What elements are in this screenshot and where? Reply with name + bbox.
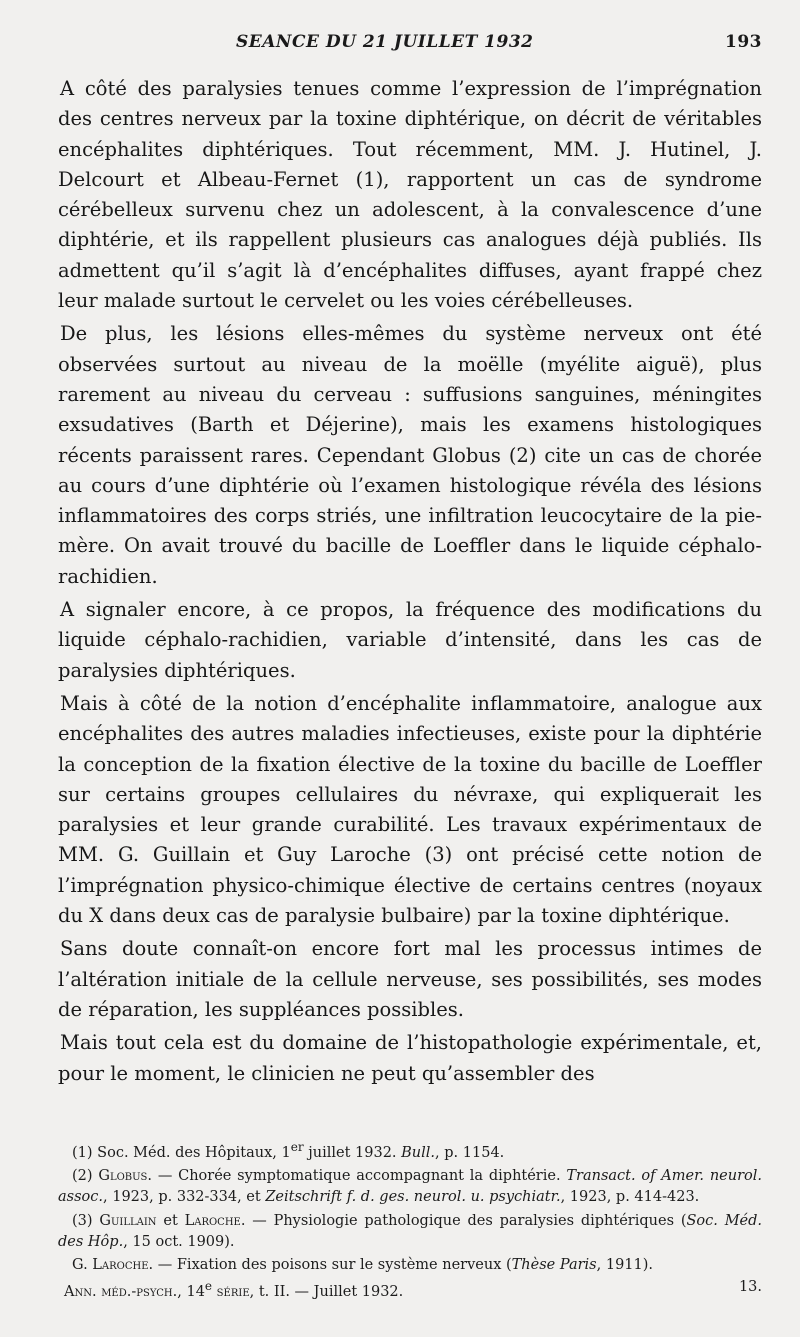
- footnotes: [58, 1137, 762, 1277]
- paragraph-6: Mais tout cela est du domaine de l’histopathologie expérimentale, et, pour le moment, le clinicien ne peut qu’assembler des: [58, 1031, 762, 1085]
- running-title: SEANCE DU 21 JUILLET 1932: [236, 32, 534, 52]
- paragraph-3: A signaler encore, à ce propos, la fréquence des modifications du liquide céphalo-rachidien, variable d’intensité, dans les cas de paralysies diphtériques.: [58, 598, 762, 682]
- footnote-marker: (3): [72, 1212, 93, 1229]
- footnote-author: Globus: [98, 1167, 148, 1184]
- footnote-3: (3) Guillain et Laroche. — Physiologie pathologique des paralysies diphtériques (Soc. Méd. des Hôp., 15 oct. 1909).: [58, 1212, 763, 1250]
- paragraph-1: A côté des paralysies tenues comme l’expression de l’imprégnation des centres nerveux par la toxine diphtérique, on décrit de véritables encéphalites diphtériques. Tout récemment, MM. J. Hutinel, J. Delcourt et Albeau-Fernet (1), rapportent un cas de syndrome cérébelleux survenu chez un adolescent, à la convalescence d’une diphtérie, et ils rappellent plusieurs cas analogues déjà publiés. Ils admettent qu’il s’agit là d’encéphalites diffuses, ayant frappé chez leur malade surtout le cervelet ou les voies cérébelleuses.: [58, 77, 762, 313]
- page-number: 193: [725, 32, 762, 52]
- signature-mark: 13.: [738, 1279, 762, 1295]
- body-text: [58, 74, 762, 1089]
- footnote-author: Laroche: [92, 1257, 149, 1274]
- footnote-author: Guillain: [99, 1212, 157, 1229]
- footnote-marker: (1): [72, 1144, 93, 1161]
- journal-citation: Ann. méd.-psych., 14e série, t. II. — Juillet 1932.: [64, 1279, 404, 1300]
- footnote-author: Laroche: [184, 1212, 241, 1229]
- paragraph-2: De plus, les lésions elles-mêmes du système nerveux ont été observées surtout au niveau de la moëlle (myélite aiguë), plus rarement au niveau du cerveau : suffusions sanguines, méningites exsudatives (Barth et Déjerine), mais les examens histologiques récents paraissent rares. Cependant Globus (2) cite un cas de chorée au cours d’une diphtérie où l’examen histologique révéla des lésions inflammatoires des corps striés, une infiltration leucocytaire de la pie-mère. On avait trouvé du bacille de Loeffler dans le liquide céphalo-rachidien.: [58, 322, 762, 588]
- footnote-marker: (2): [72, 1167, 93, 1184]
- page-footer: [64, 1279, 762, 1300]
- paragraph-4: Mais à côté de la notion d’encéphalite inflammatoire, analogue aux encéphalites des autres maladies infectieuses, existe pour la diphtérie la conception de la fixation élective de la toxine du bacille de Loeffler sur certains groupes cellulaires du névraxe, qui expliquerait les paralysies et leur grande curabilité. Les travaux expérimentaux de MM. G. Guillain et Guy Laroche (3) ont précisé cette notion de l’imprégnation physico-chimique élective de certains centres (noyaux du X dans deux cas de paralysie bulbaire) par la toxine diphtérique.: [58, 691, 762, 928]
- running-header: [58, 32, 762, 52]
- footnote-4: G. Laroche. — Fixation des poisons sur le système nerveux (Thèse Paris, 1911).: [72, 1257, 654, 1274]
- paragraph-5: Sans doute connaît-on encore fort mal les processus intimes de l’altération initiale de la cellule nerveuse, ses possibilités, ses modes de réparation, les suppléances possibles.: [58, 937, 762, 1021]
- footnote-1: (1) Soc. Méd. des Hôpitaux, 1er juillet 1932. Bull., p. 1154.: [72, 1139, 505, 1161]
- footnote-2: (2) Globus. — Chorée symptomatique accompagnant la diphtérie. Transact. of Amer. neurol. assoc., 1923, p. 332-334, et Zeitschrift f. d. ges. neurol. u. psychiatr., 1923, p. 414-423.: [58, 1167, 763, 1206]
